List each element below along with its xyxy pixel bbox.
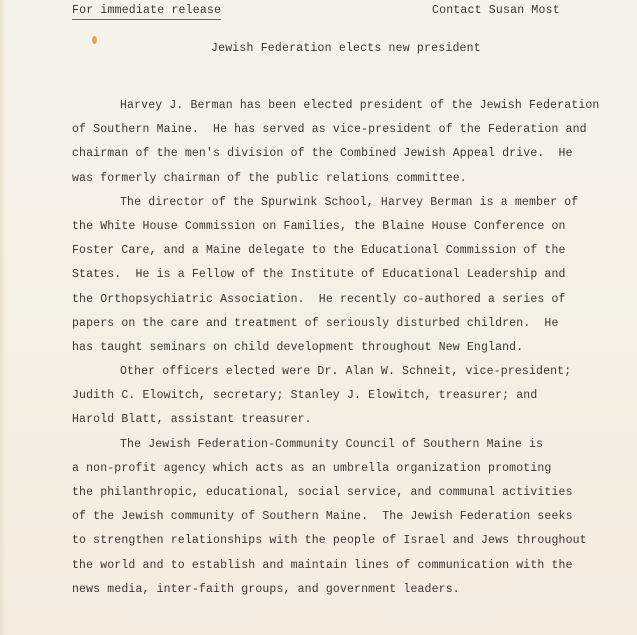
paragraph-4 [72,433,632,602]
paragraph-line: was formerly chairman of the public relations committee. [72,171,467,185]
paragraph-line: Harvey J. Berman has been elected president of the Jewish Federation [120,99,600,112]
paragraph-line: of Southern Maine. He has served as vice-president of the Federation and [72,123,587,137]
contact-line: Contact Susan Most [432,4,560,17]
paragraph-line: the White House Commission on Families, the Blaine House Conference on [72,219,566,233]
paragraph-line: Other officers elected were Dr. Alan W. Schneit, vice-president; [120,365,572,379]
paragraph-line: the Orthopsychiatric Association. He recently co-authored a series of [72,292,566,306]
stain-mark [92,36,97,44]
paragraph-line: news media, inter-faith groups, and government leaders. [72,582,460,596]
paragraph-line: to strengthen relationships with the people of Israel and Jews throughout [72,534,587,548]
paragraph-line: a non-profit agency which acts as an umbrella organization promoting [72,461,552,475]
paragraph-1 [72,94,632,191]
paragraph-line: the world and to establish and maintain lines of communication with the [72,558,573,572]
press-release-body [72,94,632,602]
paragraph-line: Foster Care, and a Maine delegate to the Educational Commission of the [72,244,566,258]
paragraph-3 [72,360,632,433]
paragraph-line: States. He is a Fellow of the Institute of Educational Leadership and [72,268,566,282]
paragraph-line: the philanthropic, educational, social service, and communal activities [72,486,573,499]
paragraph-2 [72,191,632,360]
paragraph-line: The Jewish Federation-Community Council of Southern Maine is [120,437,544,451]
paragraph-line: papers on the care and treatment of seriously disturbed children. He [72,316,559,330]
paragraph-line: The director of the Spurwink School, Harvey Berman is a member of [120,195,579,209]
headline: Jewish Federation elects new president [211,42,481,55]
release-note: For immediate release [72,4,221,20]
paragraph-line: of the Jewish community of Southern Maine. The Jewish Federation seeks [72,510,573,524]
paragraph-line: has taught seminars on child development throughout New England. [72,340,524,354]
paragraph-line: Harold Blatt, assistant treasurer. [72,413,312,427]
paragraph-line: Judith C. Elowitch, secretary; Stanley J. Elowitch, treasurer; and [72,389,538,403]
page-edge-shadow [0,0,6,635]
paragraph-line: chairman of the men's division of the Combined Jewish Appeal drive. He [72,147,573,161]
